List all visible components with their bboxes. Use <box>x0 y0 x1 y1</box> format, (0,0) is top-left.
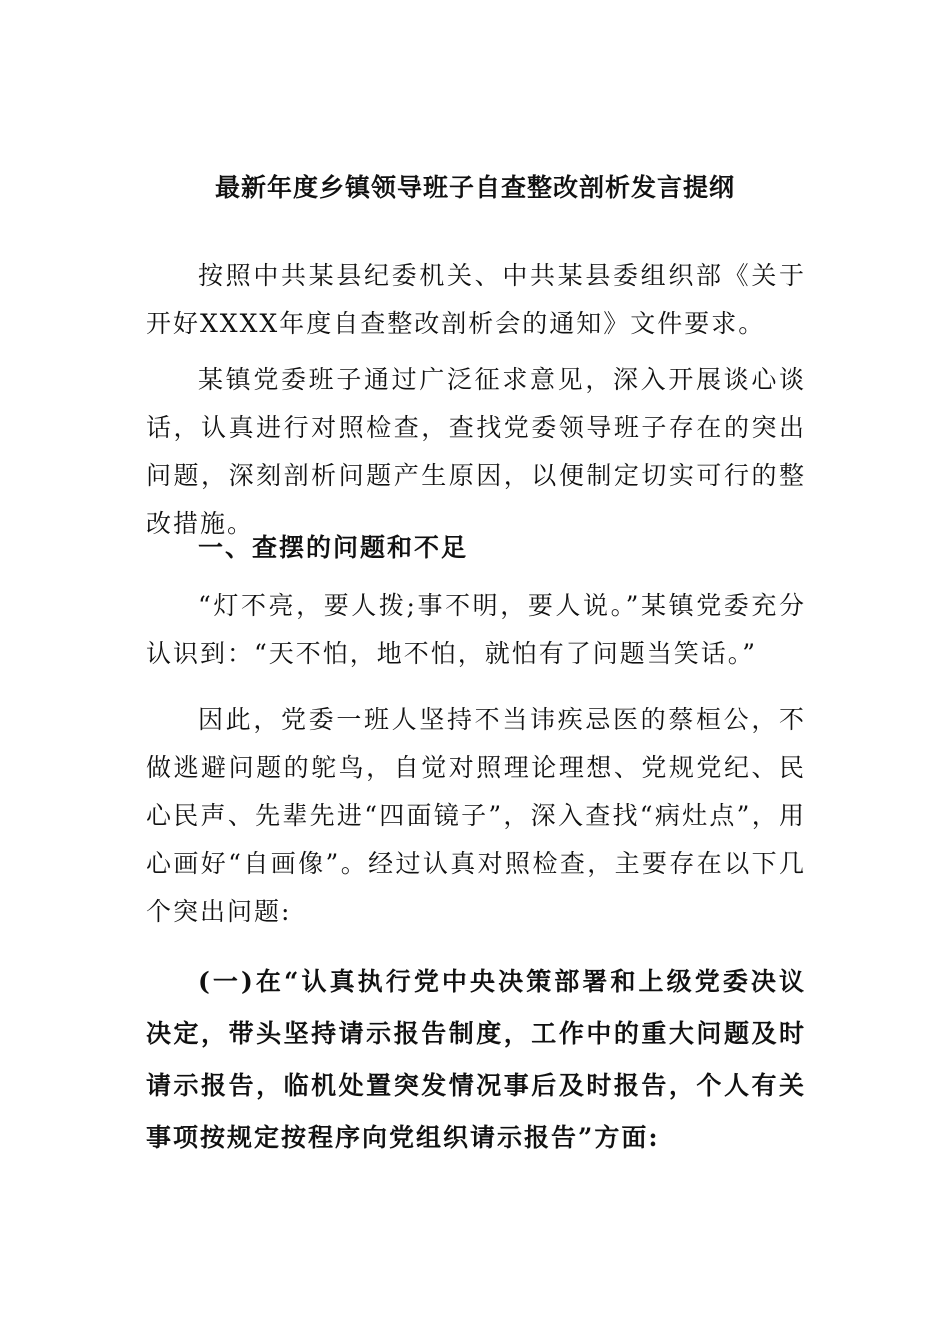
overview-paragraph: 某镇党委班子通过广泛征求意见，深入开展谈心谈话，认真进行对照检查，查找党委领导班子存在的突出问题，深刻剖析问题产生原因，以便制定切实可行的整改措施。 <box>146 365 806 538</box>
section-heading-problems: 一、查摆的问题和不足 <box>198 533 469 562</box>
quote-paragraph: “灯不亮，要人拨;事不明，要人说。”某镇党委充分认识到：“天不怕，地不怕，就怕有了问题当笑话。” <box>146 591 806 668</box>
intro-paragraph: 按照中共某县纪委机关、中共某县委组织部《关于开好XXXX年度自查整改剖析会的通知》文件要求。 <box>146 261 806 338</box>
document-title: 最新年度乡镇领导班子自查整改剖析发言提纲 <box>214 173 735 202</box>
therefore-paragraph: 因此，党委一班人坚持不当讳疾忌医的蔡桓公，不做逃避问题的鸵鸟，自觉对照理论理想、党规党纪、民心民声、先辈先进“四面镜子”，深入查找“病灶点”，用心画好“自画像”。经过认真对照检查，主要存在以下几个突出问题: <box>146 705 806 926</box>
subsection-heading-1: (一)在“认真执行党中央决策部署和上级党委决议决定，带头坚持请示报告制度，工作中的重大问题及时请示报告，临机处置突发情况事后及时报告，个人有关事项按规定按程序向党组织请示报告”方面: <box>146 967 806 1152</box>
